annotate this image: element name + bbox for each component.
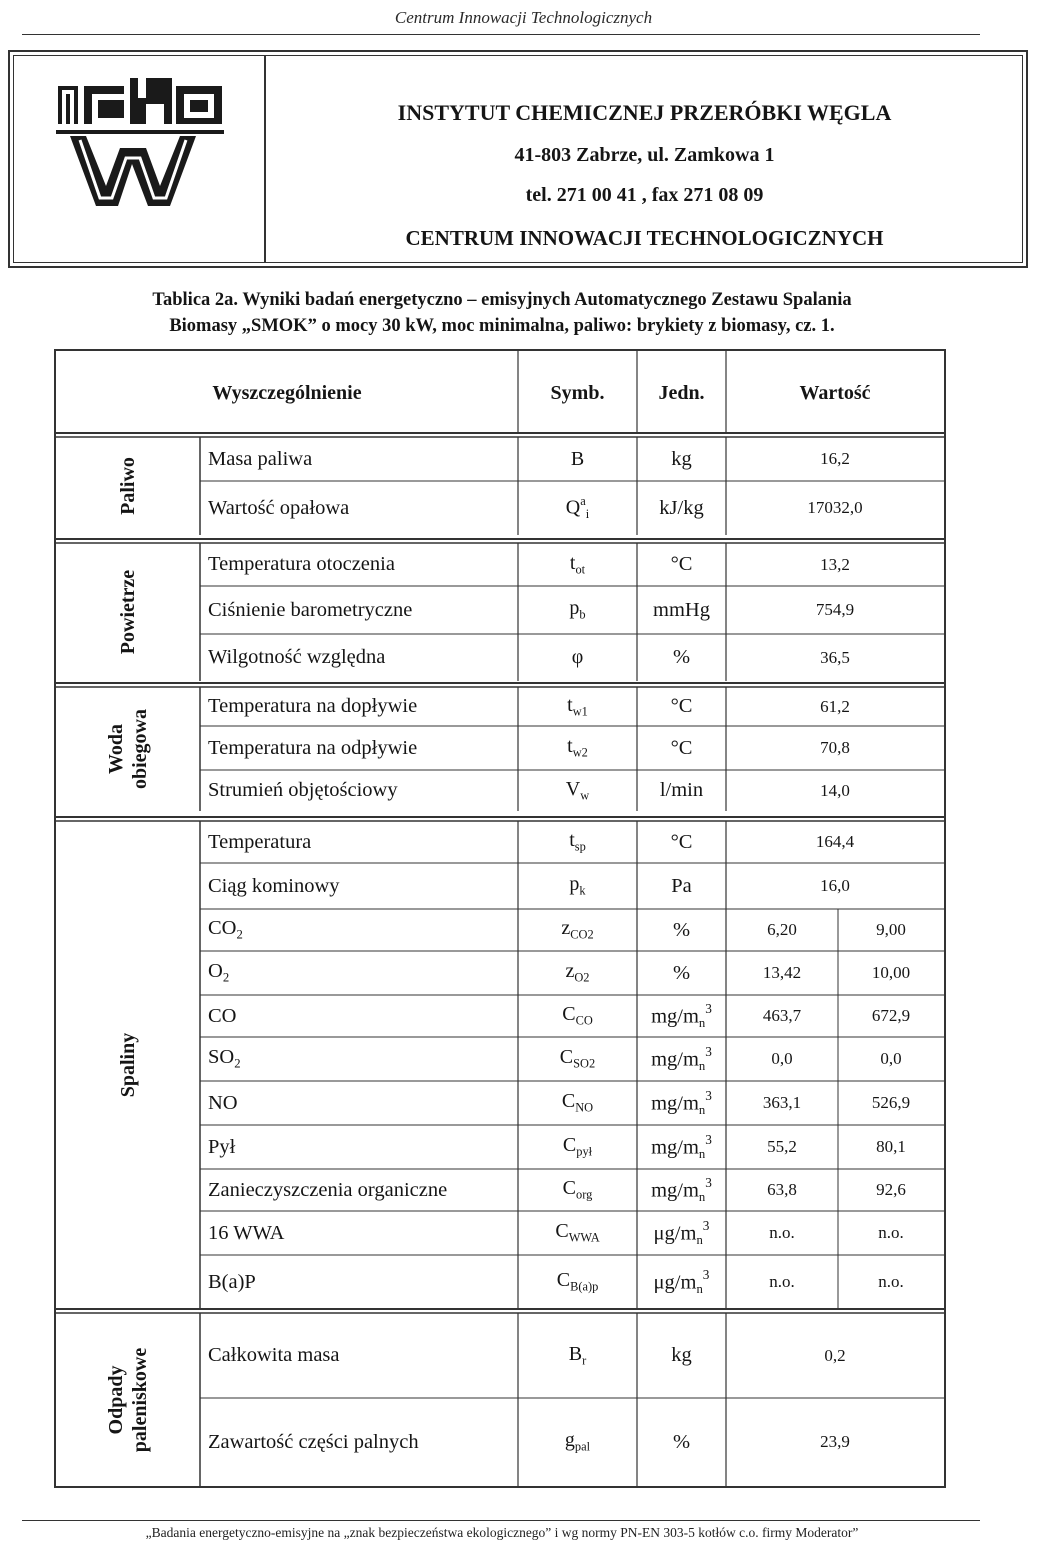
row-symbol [518,437,637,481]
row-label [200,1081,518,1125]
row-value [726,687,944,726]
row-unit [637,437,726,481]
row-label-text: Masa paliwa [208,447,313,470]
row-symbol-text: $C_{WWA}$ [555,1220,600,1245]
row-symbol-text: $Q^a_i$ [565,494,590,521]
row-value [726,634,944,681]
letterhead-frame [13,55,1023,263]
row-value-text: 92,6 [876,1180,906,1199]
row-value-text: 36,5 [820,647,850,667]
row-value-2 [838,1081,944,1125]
row-label-text: Wilgotność względna [208,646,386,668]
row-label [200,726,518,770]
row-label-text: Zanieczyszczenia organiczne [208,1178,448,1201]
row-symbol-text: $g_{pal}$ [564,1429,591,1454]
row-symbol-text: $C_{B(a)p}$ [556,1269,599,1294]
row-unit [637,1169,726,1211]
row-label-text: 16 WWA [208,1221,285,1244]
row-value-1 [726,1169,838,1211]
row-symbol [518,1313,637,1398]
row-value-text: 526,9 [871,1093,911,1112]
row-unit [637,770,726,811]
logo-box [14,56,266,262]
row-value-1 [726,951,838,995]
row-label [200,1255,518,1309]
row-unit-text: °C [670,553,693,575]
group-label-line: Odpady [105,1365,127,1434]
row-value [726,586,944,634]
row-symbol [518,586,637,634]
row-unit-text: kg [671,1344,692,1366]
unit-subscript: n [698,1058,706,1073]
row-unit [637,726,726,770]
row-label [200,1169,518,1211]
unit-superscript: 3 [705,1132,712,1148]
row-label [200,770,518,811]
row-unit-text: Pa [671,874,692,897]
row-symbol-text: $z_{O2}$ [565,960,590,985]
row-label [200,1037,518,1081]
symbol-subscript: r [582,1353,587,1368]
row-unit [637,951,726,995]
row-symbol [518,687,637,726]
row-value-1 [726,1211,838,1255]
row-symbol-text: $C_{pył}$ [562,1134,593,1159]
row-symbol [518,481,637,535]
row-unit-text: % [672,918,691,941]
row-value-1 [726,1125,838,1169]
symbol-superscript: a [580,494,586,508]
row-value-text: 0,2 [824,1345,846,1365]
row-label [200,687,518,726]
row-label [200,543,518,586]
row-symbol [518,770,637,811]
row-unit [637,586,726,634]
row-value [726,481,944,535]
row-value-1 [726,995,838,1037]
header-unit-text: Jedn. [658,381,705,404]
group-label [104,709,152,789]
group-label-line: Powietrze [116,569,139,655]
symbol-subscript: O2 [574,970,590,985]
group-powietrze [56,543,200,681]
row-label-text: Wartość opałowa [208,496,350,519]
row-symbol-text: $C_{NO}$ [561,1090,594,1115]
header-spec-text: Wyszczególnienie [212,381,362,404]
row-value-text: 0,0 [880,1049,902,1068]
symbol-subscript: i [585,507,590,521]
row-unit [637,1255,726,1309]
row-unit [637,1037,726,1081]
row-value-text: 0,0 [771,1049,793,1068]
row-value-text: 463,7 [762,1006,802,1025]
row-value-text: 17032,0 [807,498,863,517]
row-label-text: Strumień objętościowy [208,779,398,801]
row-label-text: Całkowita masa [208,1344,340,1366]
row-symbol [518,726,637,770]
row-unit [637,1125,726,1169]
row-value-text: n.o. [769,1272,795,1291]
header-symbol-text: Symb. [550,381,605,404]
row-unit-text: l/min [659,779,704,801]
row-label-text: B(a)P [208,1270,256,1293]
row-value [726,437,944,481]
row-value-text: 14,0 [820,780,850,800]
group-label [116,1033,140,1097]
label-subscript: 2 [236,927,243,942]
row-value [726,770,944,811]
row-unit [637,1081,726,1125]
header-rule [22,34,980,35]
row-value [726,1313,944,1398]
row-value-2 [838,1125,944,1169]
row-value-text: 13,42 [762,963,802,982]
row-unit [637,634,726,681]
row-value-text: 754,9 [815,600,855,619]
row-symbol-text: $t_{w2}$ [567,735,588,760]
row-unit-text: $mg/m_n^3$ [651,1175,712,1204]
row-symbol-text: $V_w$ [565,777,590,803]
row-value [726,863,944,909]
row-symbol-text: $z_{CO2}$ [561,917,594,942]
row-symbol [518,1125,637,1169]
unit-superscript: 3 [705,1044,712,1060]
symbol-subscript: NO [575,1100,594,1115]
row-symbol-text: $t_{sp}$ [569,829,586,854]
group-label-line: obiegowa [129,709,151,789]
row-symbol [518,1169,637,1211]
institute-phone: tel. 271 00 41 , fax 271 08 09 [525,184,764,206]
row-value-text: 10,00 [871,963,911,982]
row-value-text: n.o. [878,1223,904,1242]
row-unit-text: % [672,961,691,984]
symbol-subscript: CO [575,1013,593,1028]
row-unit-text: mmHg [653,598,710,621]
row-unit [637,1313,726,1398]
row-value-text: 63,8 [767,1180,797,1199]
row-unit-text: $mg/m_n^3$ [651,1001,712,1030]
label-subscript: 2 [234,1056,241,1071]
symbol-subscript: pal [574,1439,591,1454]
row-symbol-text: $C_{org}$ [562,1177,593,1202]
group-label-line: paleniskowe [129,1347,151,1452]
group-label-line: Woda [105,723,127,775]
header-value-text: Wartość [799,381,871,404]
row-symbol-text: $p_b$ [569,597,586,622]
row-label [200,1125,518,1169]
institute-address: 41-803 Zabrze, ul. Zamkowa 1 [514,144,775,166]
row-unit [637,543,726,586]
unit-subscript: n [696,1232,703,1247]
row-symbol-text: B [570,447,585,470]
row-label [200,951,518,995]
row-label-text: Pył [208,1135,236,1158]
row-unit-text: °C [670,736,693,759]
symbol-subscript: pył [576,1144,593,1159]
row-value-1 [726,1037,838,1081]
caption-line-2: Biomasy „SMOK” o mocy 30 kW, moc minimalna, paliwo: brykiety z biomasy, cz. 1. [169,316,835,336]
results-table [54,349,946,1488]
row-symbol-text: $p_k$ [569,873,586,898]
row-symbol [518,1081,637,1125]
label-subscript: 2 [222,970,230,985]
row-value-text: 16,0 [820,876,850,895]
row-label [200,909,518,951]
row-unit [637,687,726,726]
symbol-subscript: SO2 [573,1056,596,1071]
row-label [200,1313,518,1398]
row-value-2 [838,909,944,951]
row-label-text: CO [208,1004,237,1027]
row-value-text: n.o. [769,1223,795,1242]
row-symbol-text: $t_{w1}$ [567,693,588,719]
group-label [116,570,140,654]
unit-superscript: 3 [702,1218,710,1234]
row-unit [637,481,726,535]
symbol-subscript: B(a)p [570,1279,599,1294]
unit-superscript: 3 [705,1001,712,1017]
center-name: CENTRUM INNOWACJI TECHNOLOGICZNYCH [405,226,884,250]
row-value-2 [838,1037,944,1081]
unit-subscript: n [698,1015,706,1030]
row-label [200,863,518,909]
row-unit-text: kJ/kg [659,496,704,519]
row-symbol-text: $t_{ot}$ [569,551,586,577]
row-value-2 [838,1211,944,1255]
row-value-2 [838,995,944,1037]
unit-subscript: n [696,1281,703,1296]
row-symbol [518,543,637,586]
symbol-subscript: w1 [572,704,588,719]
row-label [200,1211,518,1255]
row-unit-text: °C [670,830,693,853]
row-label-text: Temperatura otoczenia [208,553,395,575]
symbol-subscript: w2 [572,745,588,760]
row-label-text: $CO_2$ [208,917,243,942]
group-label [104,1347,152,1451]
row-unit-text: kg [671,447,692,470]
header-spec [56,351,518,435]
row-value-text: 9,00 [876,920,906,939]
row-symbol [518,1255,637,1309]
letterhead [8,50,1028,268]
row-label [200,995,518,1037]
table-caption [0,287,1004,339]
row-symbol-text: $C_{CO}$ [562,1003,593,1028]
row-value-text: 23,9 [820,1432,850,1451]
row-unit-text: $\mu g/m_n^3$ [653,1218,710,1247]
row-symbol-text: $C_{SO2}$ [559,1046,596,1071]
row-label-text: $SO_2$ [208,1046,241,1071]
row-value-2 [838,1255,944,1309]
row-symbol [518,821,637,863]
row-value-text: 70,8 [820,738,850,757]
row-symbol-text: φ [571,646,584,668]
row-value-text: 164,4 [815,832,855,851]
row-value-text: 672,9 [871,1006,911,1025]
symbol-subscript: ot [575,562,586,577]
row-value-text: 363,1 [762,1093,802,1112]
group-label [116,457,140,515]
row-symbol [518,863,637,909]
symbol-subscript: k [579,883,586,898]
institute-name: INSTYTUT CHEMICZNEJ PRZERÓBKI WĘGLA [397,100,892,125]
row-label-text: Zawartość części palnych [208,1430,419,1453]
row-label [200,481,518,535]
group-label-line: Paliwo [117,457,139,515]
group-spaliny [56,821,200,1309]
row-label-text: Temperatura na dopływie [208,695,418,717]
row-unit [637,1211,726,1255]
unit-superscript: 3 [705,1175,712,1191]
row-unit-text: $mg/m_n^3$ [651,1044,712,1073]
ichpw-logo [56,78,226,210]
unit-subscript: n [698,1189,706,1204]
row-value-text: 13,2 [820,554,850,574]
row-symbol [518,1398,637,1486]
row-unit [637,995,726,1037]
unit-superscript: 3 [705,1088,712,1104]
row-value-text: 80,1 [876,1137,906,1156]
row-label-text: Temperatura [208,830,312,853]
row-symbol [518,1037,637,1081]
row-value-2 [838,1169,944,1211]
row-unit [637,821,726,863]
row-unit-text: % [672,1430,691,1453]
row-symbol-text: $B_r$ [568,1342,587,1368]
row-value-2 [838,951,944,995]
symbol-subscript: CO2 [570,927,594,942]
row-value [726,1398,944,1486]
row-label [200,437,518,481]
group-paliwo [56,437,200,535]
row-value [726,821,944,863]
row-label-text: Ciśnienie barometryczne [208,598,413,621]
row-unit-text: °C [670,695,693,717]
row-label-text: NO [208,1091,238,1114]
row-label [200,586,518,634]
row-value-1 [726,1255,838,1309]
symbol-subscript: w [580,788,590,803]
row-label-text: $O_2$ [208,960,230,985]
row-symbol [518,634,637,681]
row-unit [637,1398,726,1486]
row-value-text: 61,2 [820,696,850,716]
caption-line-1: Tablica 2a. Wyniki badań energetyczno – emisyjnych Automatycznego Zestawu Spalania [152,290,852,310]
symbol-subscript: WWA [568,1230,600,1245]
row-value [726,543,944,586]
row-unit-text: % [672,646,691,668]
row-symbol [518,909,637,951]
row-value-text: 55,2 [767,1137,797,1156]
running-header: Centrum Innowacji Technologicznych [394,8,653,27]
unit-superscript: 3 [702,1267,710,1283]
row-unit [637,909,726,951]
symbol-subscript: b [579,607,586,622]
symbol-subscript: sp [574,839,586,854]
footer-note: „Badania energetyczno-emisyjne na „znak bezpieczeństwa ekologicznego” i wg normy PN-EN 303-5 kotłów c.o. firmy Moderator” [145,1525,859,1540]
header-value [726,351,944,435]
row-unit [637,863,726,909]
row-unit-text: $mg/m_n^3$ [651,1132,712,1161]
row-label [200,821,518,863]
row-label [200,1398,518,1486]
group-label-line: Spaliny [116,1032,139,1098]
row-label-text: Temperatura na odpływie [208,736,418,759]
unit-subscript: n [698,1146,706,1161]
row-symbol [518,1211,637,1255]
row-value-text: 16,2 [820,449,850,468]
group-odpady-paleniskowe [56,1313,200,1486]
row-unit-text: $\mu g/m_n^3$ [653,1267,710,1296]
symbol-subscript: org [576,1187,593,1202]
row-symbol [518,995,637,1037]
row-value-text: 6,20 [767,920,797,939]
row-value [726,726,944,770]
row-label-text: Ciąg kominowy [208,874,340,897]
row-symbol [518,951,637,995]
row-value-1 [726,909,838,951]
row-value-1 [726,1081,838,1125]
header-unit [637,351,726,435]
institute-block [267,56,1022,262]
header-symbol [518,351,637,435]
footer-rule [22,1520,980,1521]
row-label [200,634,518,681]
unit-subscript: n [698,1102,706,1117]
group-woda-obiegowa [56,687,200,811]
row-value-text: n.o. [878,1272,904,1291]
row-unit-text: $mg/m_n^3$ [651,1088,712,1117]
